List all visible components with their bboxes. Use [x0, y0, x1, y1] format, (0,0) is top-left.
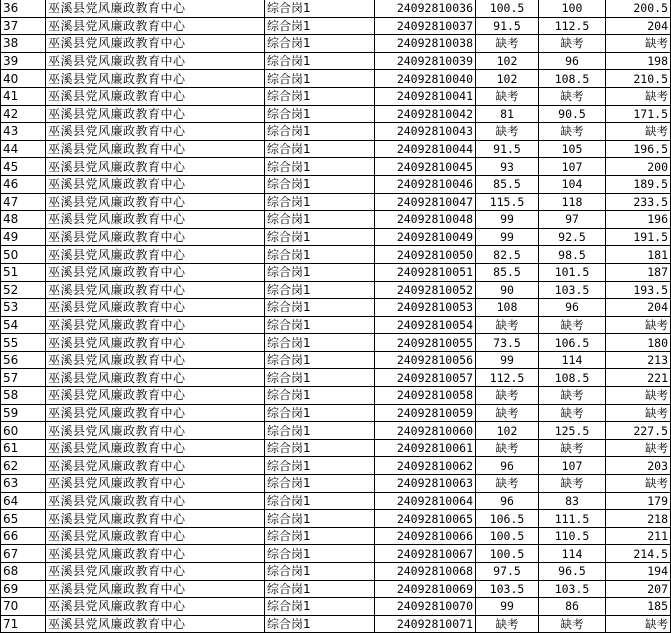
score-2-cell: 缺考: [539, 387, 606, 405]
total-score-cell: 179: [606, 492, 671, 510]
exam-id-cell: 24092810057: [375, 369, 476, 387]
total-score-cell: 218: [606, 510, 671, 528]
position-cell: 综合岗1: [265, 615, 375, 633]
row-number-cell: 40: [1, 70, 46, 88]
unit-name-cell: 巫溪县党风廉政教育中心: [46, 351, 265, 369]
position-cell: 综合岗1: [265, 404, 375, 422]
score-2-cell: 114: [539, 351, 606, 369]
table-row: [1, 35, 671, 53]
unit-name-cell: 巫溪县党风廉政教育中心: [46, 211, 265, 229]
unit-name-cell: 巫溪县党风廉政教育中心: [46, 17, 265, 35]
row-number-cell: 53: [1, 299, 46, 317]
total-score-cell: 191.5: [606, 228, 671, 246]
total-score-cell: 194: [606, 563, 671, 581]
total-score-cell: 196: [606, 211, 671, 229]
position-cell: 综合岗1: [265, 246, 375, 264]
exam-id-cell: 24092810055: [375, 334, 476, 352]
unit-name-cell: 巫溪县党风廉政教育中心: [46, 281, 265, 299]
table-row: [1, 598, 671, 616]
exam-id-cell: 24092810042: [375, 105, 476, 123]
score-1-cell: 缺考: [476, 615, 539, 633]
unit-name-cell: 巫溪县党风廉政教育中心: [46, 246, 265, 264]
table-row: [1, 211, 671, 229]
total-score-cell: 203: [606, 457, 671, 475]
position-cell: 综合岗1: [265, 387, 375, 405]
exam-id-cell: 24092810044: [375, 140, 476, 158]
exam-id-cell: 24092810062: [375, 457, 476, 475]
score-1-cell: 缺考: [476, 123, 539, 141]
position-cell: 综合岗1: [265, 299, 375, 317]
unit-name-cell: 巫溪县党风廉政教育中心: [46, 299, 265, 317]
score-1-cell: 99: [476, 228, 539, 246]
unit-name-cell: 巫溪县党风廉政教育中心: [46, 598, 265, 616]
total-score-cell: 缺考: [606, 87, 671, 105]
table-row: [1, 615, 671, 633]
table-row: [1, 545, 671, 563]
row-number-cell: 65: [1, 510, 46, 528]
total-score-cell: 196.5: [606, 140, 671, 158]
total-score-cell: 187: [606, 263, 671, 281]
unit-name-cell: 巫溪县党风廉政教育中心: [46, 123, 265, 141]
position-cell: 综合岗1: [265, 563, 375, 581]
unit-name-cell: 巫溪县党风廉政教育中心: [46, 0, 265, 17]
score-1-cell: 缺考: [476, 439, 539, 457]
score-2-cell: 106.5: [539, 334, 606, 352]
position-cell: 综合岗1: [265, 52, 375, 70]
table-row: [1, 439, 671, 457]
score-1-cell: 102: [476, 52, 539, 70]
score-2-cell: 96: [539, 299, 606, 317]
unit-name-cell: 巫溪县党风廉政教育中心: [46, 563, 265, 581]
table-row: [1, 193, 671, 211]
exam-id-cell: 24092810045: [375, 158, 476, 176]
table-row: [1, 105, 671, 123]
unit-name-cell: 巫溪县党风廉政教育中心: [46, 87, 265, 105]
exam-id-cell: 24092810036: [375, 0, 476, 17]
exam-id-cell: 24092810056: [375, 351, 476, 369]
score-2-cell: 103.5: [539, 281, 606, 299]
score-1-cell: 115.5: [476, 193, 539, 211]
score-2-cell: 118: [539, 193, 606, 211]
position-cell: 综合岗1: [265, 158, 375, 176]
score-2-cell: 90.5: [539, 105, 606, 123]
total-score-cell: 204: [606, 299, 671, 317]
position-cell: 综合岗1: [265, 228, 375, 246]
score-1-cell: 85.5: [476, 175, 539, 193]
total-score-cell: 180: [606, 334, 671, 352]
row-number-cell: 42: [1, 105, 46, 123]
exam-id-cell: 24092810054: [375, 316, 476, 334]
row-number-cell: 43: [1, 123, 46, 141]
total-score-cell: 189.5: [606, 175, 671, 193]
score-2-cell: 缺考: [539, 439, 606, 457]
table-row: [1, 246, 671, 264]
position-cell: 综合岗1: [265, 87, 375, 105]
table-row: [1, 52, 671, 70]
total-score-cell: 185: [606, 598, 671, 616]
exam-id-cell: 24092810061: [375, 439, 476, 457]
score-2-cell: 125.5: [539, 422, 606, 440]
position-cell: 综合岗1: [265, 281, 375, 299]
score-1-cell: 91.5: [476, 17, 539, 35]
row-number-cell: 44: [1, 140, 46, 158]
score-2-cell: 108.5: [539, 70, 606, 88]
row-number-cell: 59: [1, 404, 46, 422]
row-number-cell: 50: [1, 246, 46, 264]
exam-id-cell: 24092810038: [375, 35, 476, 53]
position-cell: 综合岗1: [265, 475, 375, 493]
exam-id-cell: 24092810058: [375, 387, 476, 405]
table-row: [1, 369, 671, 387]
row-number-cell: 39: [1, 52, 46, 70]
score-1-cell: 103.5: [476, 580, 539, 598]
score-2-cell: 104: [539, 175, 606, 193]
score-1-cell: 90: [476, 281, 539, 299]
unit-name-cell: 巫溪县党风廉政教育中心: [46, 52, 265, 70]
score-2-cell: 97: [539, 211, 606, 229]
row-number-cell: 68: [1, 563, 46, 581]
row-number-cell: 41: [1, 87, 46, 105]
exam-id-cell: 24092810059: [375, 404, 476, 422]
position-cell: 综合岗1: [265, 457, 375, 475]
unit-name-cell: 巫溪县党风廉政教育中心: [46, 475, 265, 493]
table-row: [1, 316, 671, 334]
exam-id-cell: 24092810043: [375, 123, 476, 141]
table-row: [1, 510, 671, 528]
table-row: [1, 228, 671, 246]
row-number-cell: 46: [1, 175, 46, 193]
score-1-cell: 85.5: [476, 263, 539, 281]
position-cell: 综合岗1: [265, 193, 375, 211]
row-number-cell: 60: [1, 422, 46, 440]
table-row: [1, 457, 671, 475]
table-row: [1, 299, 671, 317]
total-score-cell: 214.5: [606, 545, 671, 563]
score-1-cell: 缺考: [476, 35, 539, 53]
score-2-cell: 92.5: [539, 228, 606, 246]
total-score-cell: 233.5: [606, 193, 671, 211]
table-row: [1, 563, 671, 581]
position-cell: 综合岗1: [265, 123, 375, 141]
exam-id-cell: 24092810052: [375, 281, 476, 299]
row-number-cell: 61: [1, 439, 46, 457]
exam-id-cell: 24092810070: [375, 598, 476, 616]
score-2-cell: 103.5: [539, 580, 606, 598]
row-number-cell: 71: [1, 615, 46, 633]
total-score-cell: 缺考: [606, 475, 671, 493]
row-number-cell: 58: [1, 387, 46, 405]
unit-name-cell: 巫溪县党风廉政教育中心: [46, 35, 265, 53]
total-score-cell: 207: [606, 580, 671, 598]
table-row: [1, 387, 671, 405]
total-score-cell: 198: [606, 52, 671, 70]
total-score-cell: 211: [606, 527, 671, 545]
total-score-cell: 缺考: [606, 404, 671, 422]
score-1-cell: 96: [476, 492, 539, 510]
total-score-cell: 200: [606, 158, 671, 176]
score-1-cell: 96: [476, 457, 539, 475]
unit-name-cell: 巫溪县党风廉政教育中心: [46, 457, 265, 475]
unit-name-cell: 巫溪县党风廉政教育中心: [46, 193, 265, 211]
score-2-cell: 83: [539, 492, 606, 510]
table-row: [1, 158, 671, 176]
exam-id-cell: 24092810060: [375, 422, 476, 440]
unit-name-cell: 巫溪县党风廉政教育中心: [46, 527, 265, 545]
score-1-cell: 112.5: [476, 369, 539, 387]
score-2-cell: 107: [539, 158, 606, 176]
unit-name-cell: 巫溪县党风廉政教育中心: [46, 140, 265, 158]
row-number-cell: 56: [1, 351, 46, 369]
total-score-cell: 204: [606, 17, 671, 35]
total-score-cell: 213: [606, 351, 671, 369]
total-score-cell: 193.5: [606, 281, 671, 299]
score-2-cell: 105: [539, 140, 606, 158]
score-2-cell: 111.5: [539, 510, 606, 528]
unit-name-cell: 巫溪县党风廉政教育中心: [46, 545, 265, 563]
score-1-cell: 108: [476, 299, 539, 317]
unit-name-cell: 巫溪县党风廉政教育中心: [46, 510, 265, 528]
score-2-cell: 110.5: [539, 527, 606, 545]
exam-id-cell: 24092810046: [375, 175, 476, 193]
exam-id-cell: 24092810047: [375, 193, 476, 211]
score-2-cell: 缺考: [539, 35, 606, 53]
total-score-cell: 缺考: [606, 123, 671, 141]
position-cell: 综合岗1: [265, 211, 375, 229]
table-row: [1, 175, 671, 193]
total-score-cell: 200.5: [606, 0, 671, 17]
score-1-cell: 73.5: [476, 334, 539, 352]
position-cell: 综合岗1: [265, 351, 375, 369]
total-score-cell: 缺考: [606, 316, 671, 334]
exam-id-cell: 24092810063: [375, 475, 476, 493]
row-number-cell: 45: [1, 158, 46, 176]
total-score-cell: 171.5: [606, 105, 671, 123]
table-row: [1, 527, 671, 545]
unit-name-cell: 巫溪县党风廉政教育中心: [46, 439, 265, 457]
score-2-cell: 86: [539, 598, 606, 616]
position-cell: 综合岗1: [265, 545, 375, 563]
score-1-cell: 82.5: [476, 246, 539, 264]
score-2-cell: 96: [539, 52, 606, 70]
unit-name-cell: 巫溪县党风廉政教育中心: [46, 387, 265, 405]
position-cell: 综合岗1: [265, 334, 375, 352]
table-row: [1, 263, 671, 281]
score-1-cell: 缺考: [476, 387, 539, 405]
table-row: [1, 334, 671, 352]
score-2-cell: 98.5: [539, 246, 606, 264]
unit-name-cell: 巫溪县党风廉政教育中心: [46, 422, 265, 440]
score-1-cell: 93: [476, 158, 539, 176]
table-row: [1, 404, 671, 422]
unit-name-cell: 巫溪县党风廉政教育中心: [46, 615, 265, 633]
score-2-cell: 缺考: [539, 316, 606, 334]
exam-id-cell: 24092810049: [375, 228, 476, 246]
table-row: [1, 70, 671, 88]
position-cell: 综合岗1: [265, 369, 375, 387]
unit-name-cell: 巫溪县党风廉政教育中心: [46, 369, 265, 387]
unit-name-cell: 巫溪县党风廉政教育中心: [46, 70, 265, 88]
score-2-cell: 缺考: [539, 123, 606, 141]
position-cell: 综合岗1: [265, 70, 375, 88]
table-row: [1, 0, 671, 17]
score-1-cell: 缺考: [476, 87, 539, 105]
exam-id-cell: 24092810039: [375, 52, 476, 70]
score-1-cell: 100.5: [476, 527, 539, 545]
score-2-cell: 缺考: [539, 404, 606, 422]
exam-id-cell: 24092810067: [375, 545, 476, 563]
row-number-cell: 47: [1, 193, 46, 211]
score-1-cell: 102: [476, 422, 539, 440]
score-1-cell: 缺考: [476, 404, 539, 422]
row-number-cell: 63: [1, 475, 46, 493]
position-cell: 综合岗1: [265, 422, 375, 440]
row-number-cell: 67: [1, 545, 46, 563]
score-1-cell: 99: [476, 351, 539, 369]
row-number-cell: 38: [1, 35, 46, 53]
score-1-cell: 100.5: [476, 545, 539, 563]
score-2-cell: 101.5: [539, 263, 606, 281]
score-2-cell: 96.5: [539, 563, 606, 581]
table-row: [1, 351, 671, 369]
score-1-cell: 99: [476, 598, 539, 616]
position-cell: 综合岗1: [265, 492, 375, 510]
position-cell: 综合岗1: [265, 140, 375, 158]
row-number-cell: 49: [1, 228, 46, 246]
row-number-cell: 37: [1, 17, 46, 35]
exam-id-cell: 24092810037: [375, 17, 476, 35]
score-2-cell: 100: [539, 0, 606, 17]
score-2-cell: 108.5: [539, 369, 606, 387]
table-row: [1, 422, 671, 440]
total-score-cell: 缺考: [606, 615, 671, 633]
position-cell: 综合岗1: [265, 527, 375, 545]
position-cell: 综合岗1: [265, 598, 375, 616]
exam-id-cell: 24092810071: [375, 615, 476, 633]
exam-id-cell: 24092810066: [375, 527, 476, 545]
unit-name-cell: 巫溪县党风廉政教育中心: [46, 316, 265, 334]
total-score-cell: 210.5: [606, 70, 671, 88]
unit-name-cell: 巫溪县党风廉政教育中心: [46, 492, 265, 510]
row-number-cell: 55: [1, 334, 46, 352]
score-2-cell: 缺考: [539, 475, 606, 493]
unit-name-cell: 巫溪县党风廉政教育中心: [46, 158, 265, 176]
score-1-cell: 97.5: [476, 563, 539, 581]
score-2-cell: 114: [539, 545, 606, 563]
position-cell: 综合岗1: [265, 510, 375, 528]
total-score-cell: 227.5: [606, 422, 671, 440]
position-cell: 综合岗1: [265, 580, 375, 598]
exam-id-cell: 24092810051: [375, 263, 476, 281]
position-cell: 综合岗1: [265, 35, 375, 53]
row-number-cell: 70: [1, 598, 46, 616]
position-cell: 综合岗1: [265, 0, 375, 17]
table-row: [1, 475, 671, 493]
unit-name-cell: 巫溪县党风廉政教育中心: [46, 334, 265, 352]
score-1-cell: 102: [476, 70, 539, 88]
unit-name-cell: 巫溪县党风廉政教育中心: [46, 263, 265, 281]
exam-id-cell: 24092810050: [375, 246, 476, 264]
unit-name-cell: 巫溪县党风廉政教育中心: [46, 580, 265, 598]
row-number-cell: 52: [1, 281, 46, 299]
total-score-cell: 缺考: [606, 387, 671, 405]
score-1-cell: 缺考: [476, 475, 539, 493]
position-cell: 综合岗1: [265, 316, 375, 334]
total-score-cell: 缺考: [606, 439, 671, 457]
score-1-cell: 91.5: [476, 140, 539, 158]
position-cell: 综合岗1: [265, 263, 375, 281]
exam-id-cell: 24092810068: [375, 563, 476, 581]
table-row: [1, 17, 671, 35]
table-row: [1, 492, 671, 510]
row-number-cell: 54: [1, 316, 46, 334]
row-number-cell: 62: [1, 457, 46, 475]
position-cell: 综合岗1: [265, 175, 375, 193]
unit-name-cell: 巫溪县党风廉政教育中心: [46, 404, 265, 422]
row-number-cell: 51: [1, 263, 46, 281]
position-cell: 综合岗1: [265, 105, 375, 123]
score-2-cell: 112.5: [539, 17, 606, 35]
exam-id-cell: 24092810069: [375, 580, 476, 598]
exam-id-cell: 24092810065: [375, 510, 476, 528]
table-body: [1, 0, 671, 633]
table-row: [1, 281, 671, 299]
unit-name-cell: 巫溪县党风廉政教育中心: [46, 175, 265, 193]
unit-name-cell: 巫溪县党风廉政教育中心: [46, 105, 265, 123]
unit-name-cell: 巫溪县党风廉政教育中心: [46, 228, 265, 246]
exam-id-cell: 24092810041: [375, 87, 476, 105]
row-number-cell: 69: [1, 580, 46, 598]
score-1-cell: 缺考: [476, 316, 539, 334]
position-cell: 综合岗1: [265, 439, 375, 457]
total-score-cell: 缺考: [606, 35, 671, 53]
position-cell: 综合岗1: [265, 17, 375, 35]
score-2-cell: 缺考: [539, 615, 606, 633]
score-2-cell: 107: [539, 457, 606, 475]
exam-id-cell: 24092810064: [375, 492, 476, 510]
score-1-cell: 106.5: [476, 510, 539, 528]
row-number-cell: 66: [1, 527, 46, 545]
exam-id-cell: 24092810048: [375, 211, 476, 229]
table-row: [1, 123, 671, 141]
table-row: [1, 87, 671, 105]
table-row: [1, 140, 671, 158]
table-row: [1, 580, 671, 598]
score-1-cell: 81: [476, 105, 539, 123]
exam-id-cell: 24092810053: [375, 299, 476, 317]
total-score-cell: 221: [606, 369, 671, 387]
score-1-cell: 100.5: [476, 0, 539, 17]
row-number-cell: 57: [1, 369, 46, 387]
score-2-cell: 缺考: [539, 87, 606, 105]
score-1-cell: 99: [476, 211, 539, 229]
row-number-cell: 36: [1, 0, 46, 17]
total-score-cell: 181: [606, 246, 671, 264]
exam-id-cell: 24092810040: [375, 70, 476, 88]
row-number-cell: 64: [1, 492, 46, 510]
row-number-cell: 48: [1, 211, 46, 229]
